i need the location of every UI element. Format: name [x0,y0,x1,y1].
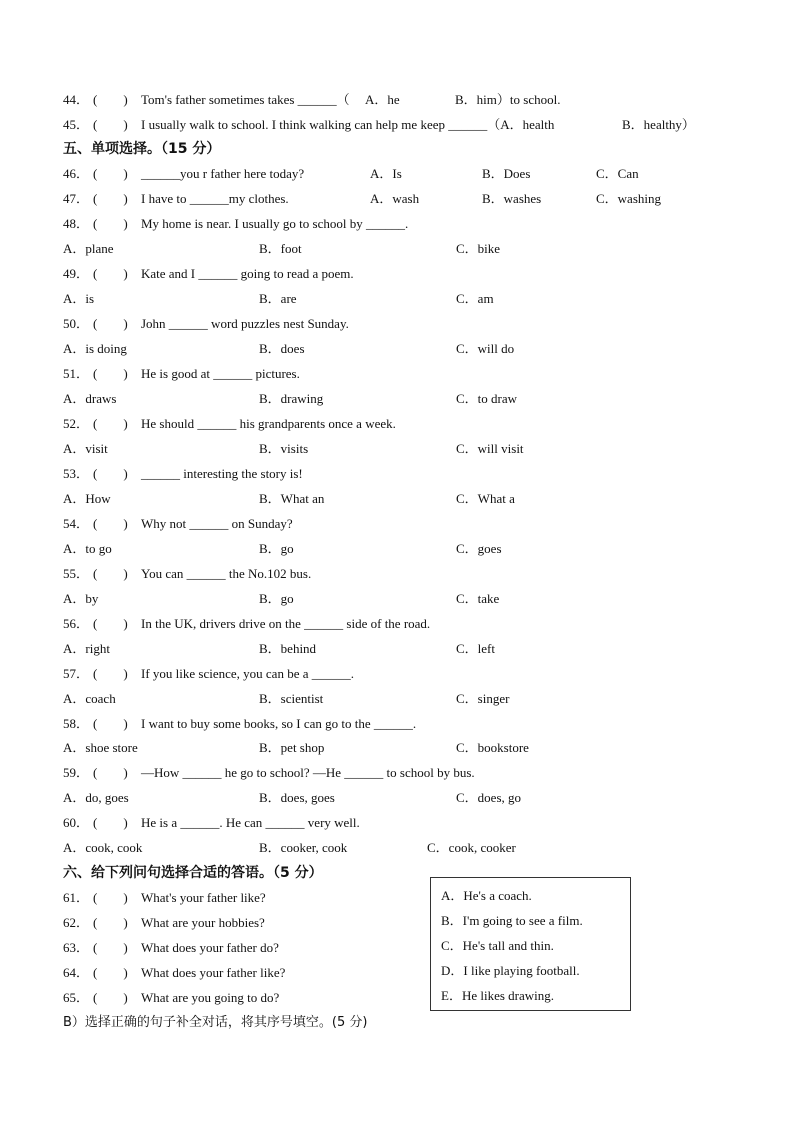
answer-options-box [430,877,631,1011]
answer-blank[interactable]: ( ) [93,316,128,331]
option-c: C．take [456,591,500,606]
question-number: 48． [63,216,90,231]
option-a: A．do, goes [63,790,129,805]
option-c: C．goes [456,541,502,556]
option-a: A．plane [63,241,114,256]
option-b: B．go [259,591,294,606]
question-text: You can ______ the No.102 bus. [141,566,312,581]
answer-blank[interactable]: ( ) [93,191,128,206]
answer-blank[interactable]: ( ) [93,466,128,481]
question-text: If you like science, you can be a ______. [141,666,354,681]
option-b: B．cooker, cook [259,840,348,855]
question-47 [63,189,662,209]
option-b: B．him）to school. [455,92,561,107]
option-c: C．am [456,291,494,306]
answer-blank[interactable]: ( ) [93,666,128,681]
option-c: C．washing [596,191,662,206]
question-58 [63,714,416,734]
answer-blank[interactable]: ( ) [93,940,128,955]
question-text: What does your father like? [141,965,286,980]
answer-blank[interactable]: ( ) [93,166,128,181]
option-b: B．behind [259,641,317,656]
option-c: C．does, go [456,790,522,805]
option-b: B．does [259,341,305,356]
option-a: A．by [63,591,99,606]
option-a: A．is doing [63,341,127,356]
question-number: 44． [63,92,90,107]
option-a: A．right [63,641,110,656]
question-number: 46． [63,166,90,181]
answer-blank[interactable]: ( ) [93,416,128,431]
option-a: A．visit [63,441,108,456]
option-c: C．will do [456,341,515,356]
question-52 [63,414,396,434]
question-number: 57． [63,666,90,681]
question-63 [63,938,279,958]
question-number: 52． [63,416,90,431]
answer-blank[interactable]: ( ) [93,216,128,231]
option-a: A．to go [63,541,112,556]
question-57 [63,664,354,684]
option-a: A．Is [370,166,402,181]
option-c: C．singer [456,691,510,706]
question-number: 47． [63,191,90,206]
answer-blank[interactable]: ( ) [93,516,128,531]
question-number: 55． [63,566,90,581]
question-46 [63,164,639,184]
option-c: C．What a [456,491,515,506]
answer-blank[interactable]: ( ) [93,765,128,780]
option-a: A．cook, cook [63,840,143,855]
option-b: B．foot [259,241,302,256]
section-title: 五、单项选择。（15 分） [63,141,221,157]
answer-blank[interactable]: ( ) [93,890,128,905]
question-49 [63,264,354,284]
answer-blank[interactable]: ( ) [93,92,128,107]
answer-option-d: D．I like playing football. [441,963,580,978]
question-text: My home is near. I usually go to school by ______. [141,216,409,231]
question-text: He should ______ his grandparents once a week. [141,416,396,431]
question-60 [63,813,360,833]
option-b: B．washes [482,191,542,206]
question-61 [63,888,266,908]
question-53 [63,464,303,484]
question-text: He is a ______. He can ______ very well. [141,815,360,830]
option-c: C．will visit [456,441,524,456]
question-65 [63,988,279,1008]
question-number: 61． [63,890,90,905]
option-b: B．are [259,291,297,306]
section-b-title: B）选择正确的句子补全对话，将其序号填空。(5 分) [63,1015,368,1030]
option-b: B．does, goes [259,790,335,805]
question-number: 59． [63,765,90,780]
option-a: A．he [365,92,400,107]
option-b: B．drawing [259,391,324,406]
answer-blank[interactable]: ( ) [93,716,128,731]
option-c: C．bike [456,241,501,256]
option-a: A．coach [63,691,116,706]
question-text: ______you r father here today? [141,166,305,181]
question-56 [63,614,430,634]
answer-blank[interactable]: ( ) [93,266,128,281]
question-54 [63,514,293,534]
question-number: 56． [63,616,90,631]
answer-blank[interactable]: ( ) [93,117,128,132]
question-text: ______ interesting the story is! [141,466,303,481]
question-text: John ______ word puzzles nest Sunday. [141,316,349,331]
question-text: What does your father do? [141,940,279,955]
option-c: C．bookstore [456,740,529,755]
question-48 [63,214,408,234]
question-number: 49． [63,266,90,281]
question-number: 54． [63,516,90,531]
answer-blank[interactable]: ( ) [93,566,128,581]
question-text: Tom's father sometimes takes ______（ [141,92,350,107]
question-number: 45． [63,117,90,132]
option-a: A．How [63,491,111,506]
question-59 [63,763,475,783]
question-text: I have to ______my clothes. [141,191,289,206]
question-text: What's your father like? [141,890,266,905]
question-text: He is good at ______ pictures. [141,366,300,381]
question-number: 62． [63,915,90,930]
answer-option-b: B．I'm going to see a film. [441,913,583,928]
question-51 [63,364,300,384]
option-c: C．to draw [456,391,518,406]
question-number: 64． [63,965,90,980]
question-text: I want to buy some books, so I can go to the ______. [141,716,417,731]
option-a: A．wash [370,191,420,206]
question-text: In the UK, drivers drive on the ______ side of the road. [141,616,431,631]
question-text: I usually walk to school. I think walking can help me keep ______（A．health [141,117,555,132]
question-text: Kate and I ______ going to read a poem. [141,266,354,281]
question-number: 63． [63,940,90,955]
question-64 [63,963,285,983]
answer-option-c: C．He's tall and thin. [441,938,554,953]
question-55 [63,564,311,584]
question-number: 60． [63,815,90,830]
question-number: 51． [63,366,90,381]
question-44 [63,90,561,110]
answer-blank[interactable]: ( ) [93,965,128,980]
option-b: B．Does [482,166,531,181]
question-text: —How ______ he go to school? —He ______ to school by bus. [141,765,475,780]
question-62 [63,913,265,933]
option-a: A．is [63,291,95,306]
option-c: C．Can [596,166,639,181]
answer-option-a: A．He's a coach. [441,888,532,903]
option-c: C．left [456,641,495,656]
option-c: C．cook, cooker [427,840,516,855]
question-text: Why not ______ on Sunday? [141,516,293,531]
answer-blank[interactable]: ( ) [93,815,128,830]
option-b: B．What an [259,491,325,506]
question-number: 53． [63,466,90,481]
question-number: 65． [63,990,90,1005]
option-b: B．go [259,541,294,556]
option-b: B．pet shop [259,740,325,755]
option-a: A．draws [63,391,117,406]
option-b: B．visits [259,441,309,456]
option-b: B．scientist [259,691,324,706]
question-45 [63,115,695,135]
question-text: What are your hobbies? [141,915,265,930]
question-number: 50． [63,316,90,331]
answer-blank[interactable]: ( ) [93,990,128,1005]
question-50 [63,314,349,334]
answer-blank[interactable]: ( ) [93,616,128,631]
section-title: 六、给下列问句选择合适的答语。（5 分） [63,865,323,881]
question-text: What are you going to do? [141,990,280,1005]
option-b: B．healthy） [622,117,695,132]
answer-option-e: E．He likes drawing. [441,988,555,1003]
answer-blank[interactable]: ( ) [93,915,128,930]
option-a: A．shoe store [63,740,138,755]
question-number: 58． [63,716,90,731]
answer-blank[interactable]: ( ) [93,366,128,381]
